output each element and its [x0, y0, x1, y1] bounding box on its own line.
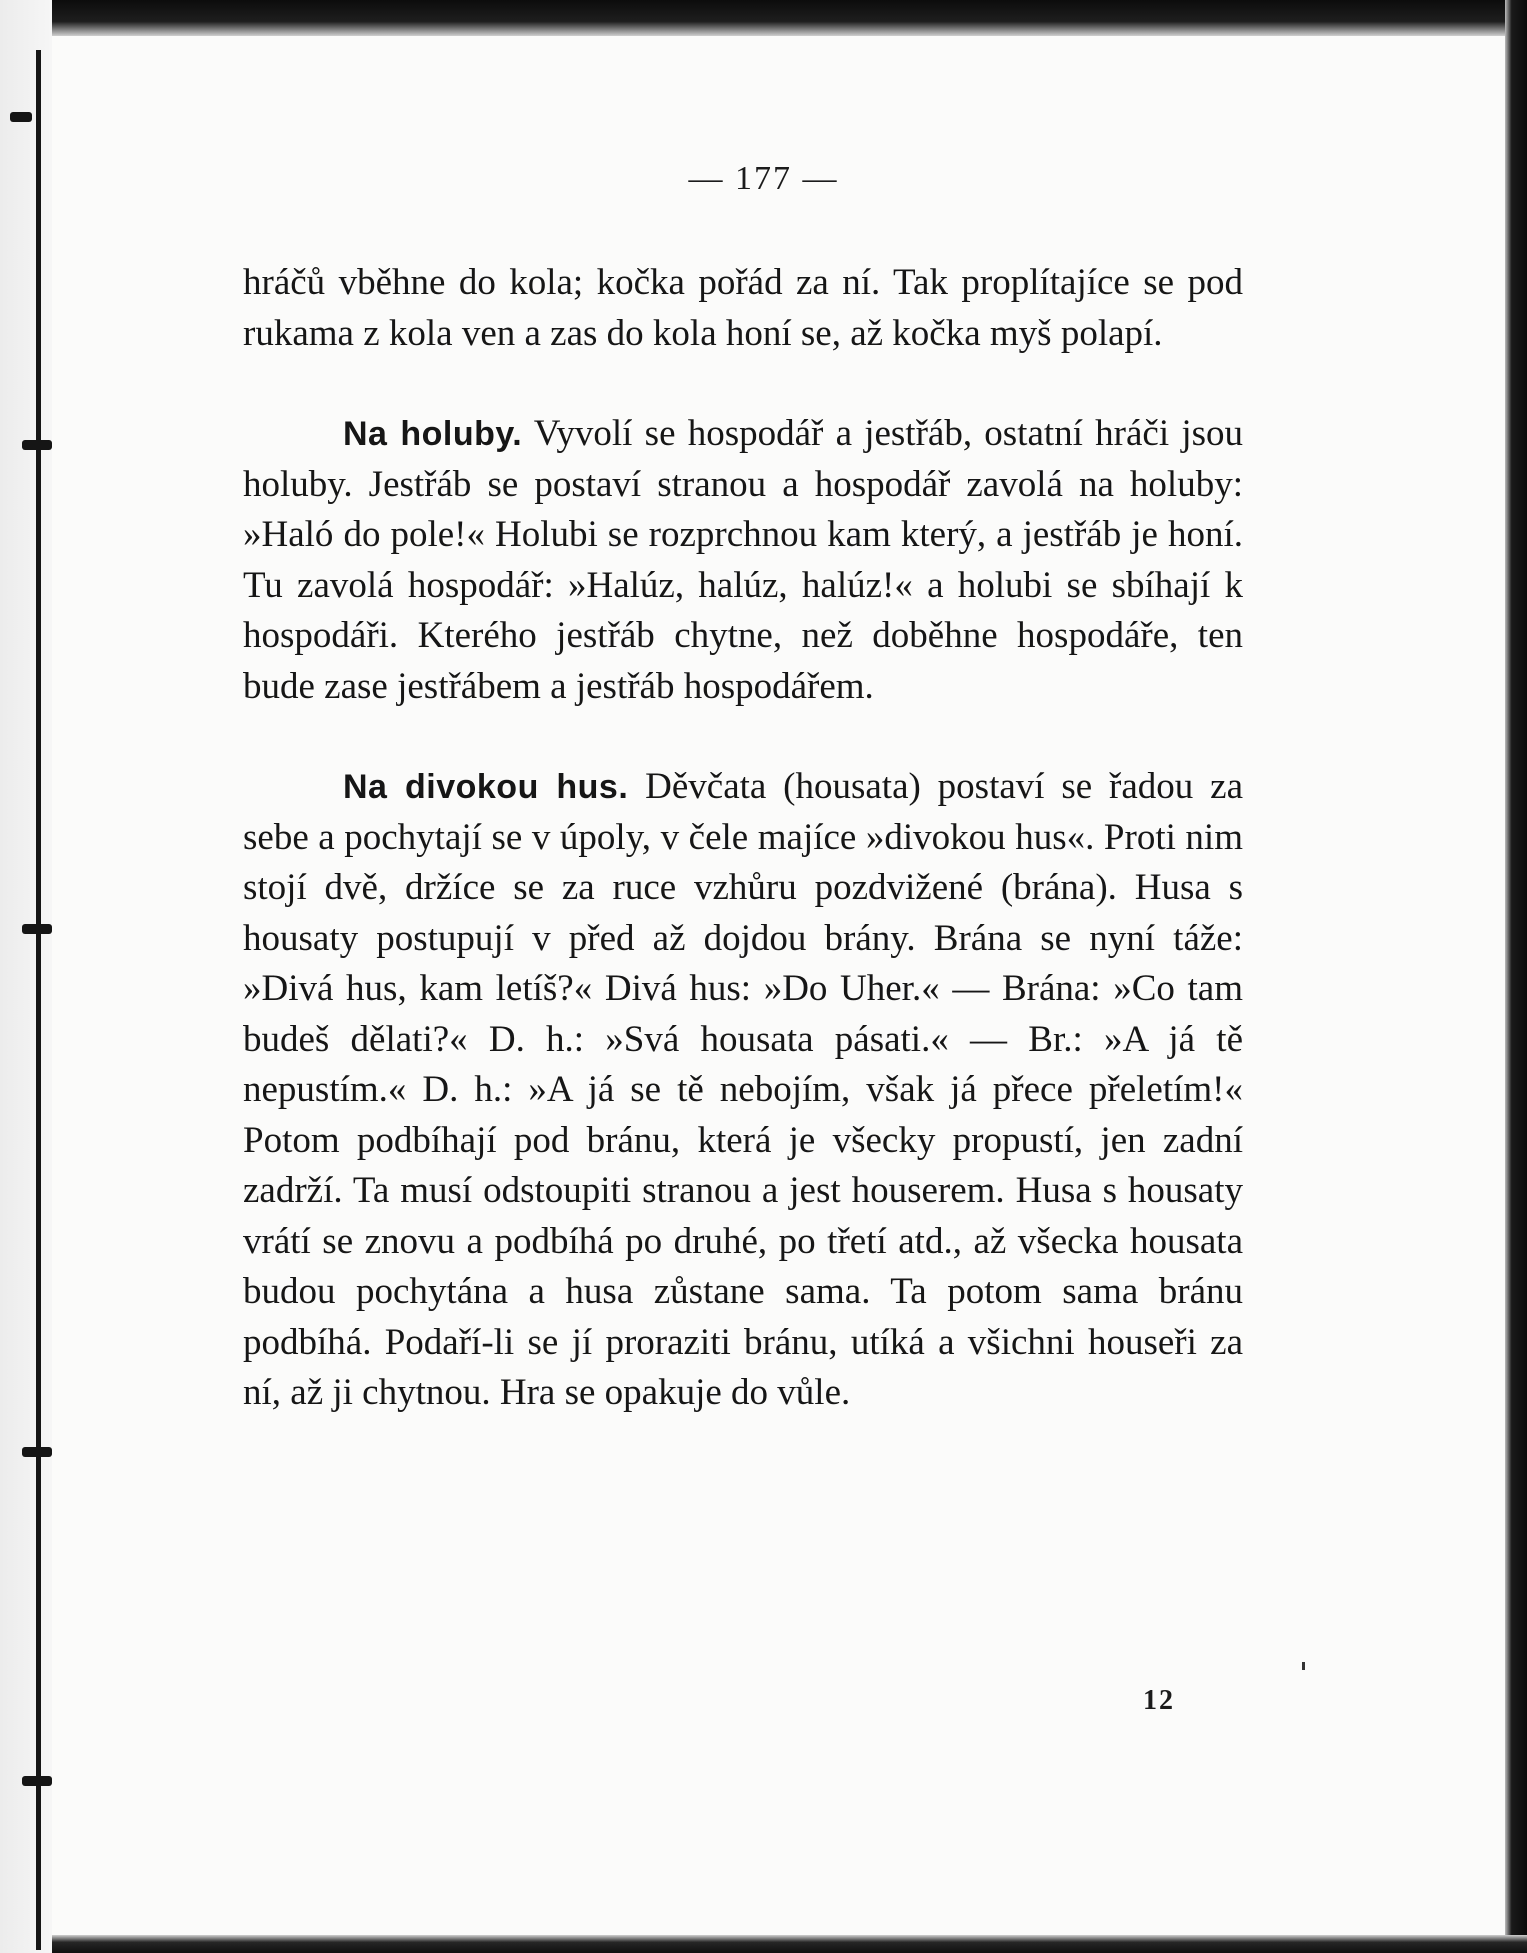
paragraph-continuation [243, 258, 1243, 359]
scan-edge-top [0, 0, 1527, 36]
binding-stitch-1 [10, 112, 32, 122]
scan-edge-bottom [0, 1935, 1527, 1953]
paragraph-na-divokou-hus [243, 762, 1243, 1419]
binding-stitch-5 [22, 1776, 52, 1786]
signature-mark: 12 [1143, 1685, 1175, 1716]
paragraph-na-holuby [243, 409, 1243, 712]
paragraph-text: hráčů vběhne do kola; kočka pořád za ní. Tak proplítajíce se pod rukama z kola ven a zas do kola honí se, až kočka myš polapí. [243, 262, 1243, 354]
page-number: — 177 — [688, 160, 839, 197]
scan-speck [1302, 1662, 1305, 1670]
binding-line [36, 50, 41, 1950]
binding-stitch-2 [22, 440, 52, 450]
binding-stitch-4 [22, 1447, 52, 1457]
scan-edge-right [1505, 0, 1527, 1953]
paragraph-text: Děvčata (housata) postaví se řadou za sebe a pochytají se v úpoly, v čele majíce »divokou hus«. Proti nim stojí dvě, držíce se za ruce vzhůru pozdvižené (brána). Husa s housaty postupují v před až dojdou brány. Brána se nyní táže: »Divá hus, kam letíš?« Divá hus: »Do Uher.« — Brána: »Co tam budeš dělati?« D. h.: »Svá housata pásati.« — Br.: »A já tě nepustím.« D. h.: »A já se tě nebojím, však já přece přeletím!« Potom podbíhají pod bránu, která je všecky propustí, jen zadní zadrží. Ta musí odstoupiti stranou a jest houserem. Husa s housaty vrátí se znovu a podbíhá po druhé, po třetí atd., až všecka housata budou pochytána a husa zůstane sama. Ta potom sama bránu podbíhá. Podaří-li se jí proraziti bránu, utíká a všichni houseři za ní, až ji chytnou. Hra se opakuje do vůle. [243, 766, 1243, 1413]
body-text [243, 258, 1243, 1419]
section-heading: Na divokou hus. [343, 768, 629, 806]
paragraph-text: Vyvolí se hospodář a jestřáb, ostatní hráči jsou holuby. Jestřáb se postaví stranou a hospodář zavolá na holuby: »Haló do pole!« Holubi se rozprchnou kam který, a jestřáb je honí. Tu zavolá hospodář: »Halúz, halúz, halúz!« a holubi se sbíhají k hospodáři. Kterého jestřáb chytne, než doběhne hospodáře, ten bude zase jestřábem a jestřáb hospodářem. [243, 413, 1243, 707]
section-heading: Na holuby. [343, 415, 523, 453]
binding-stitch-3 [22, 924, 52, 934]
binding-gutter [0, 0, 52, 1953]
